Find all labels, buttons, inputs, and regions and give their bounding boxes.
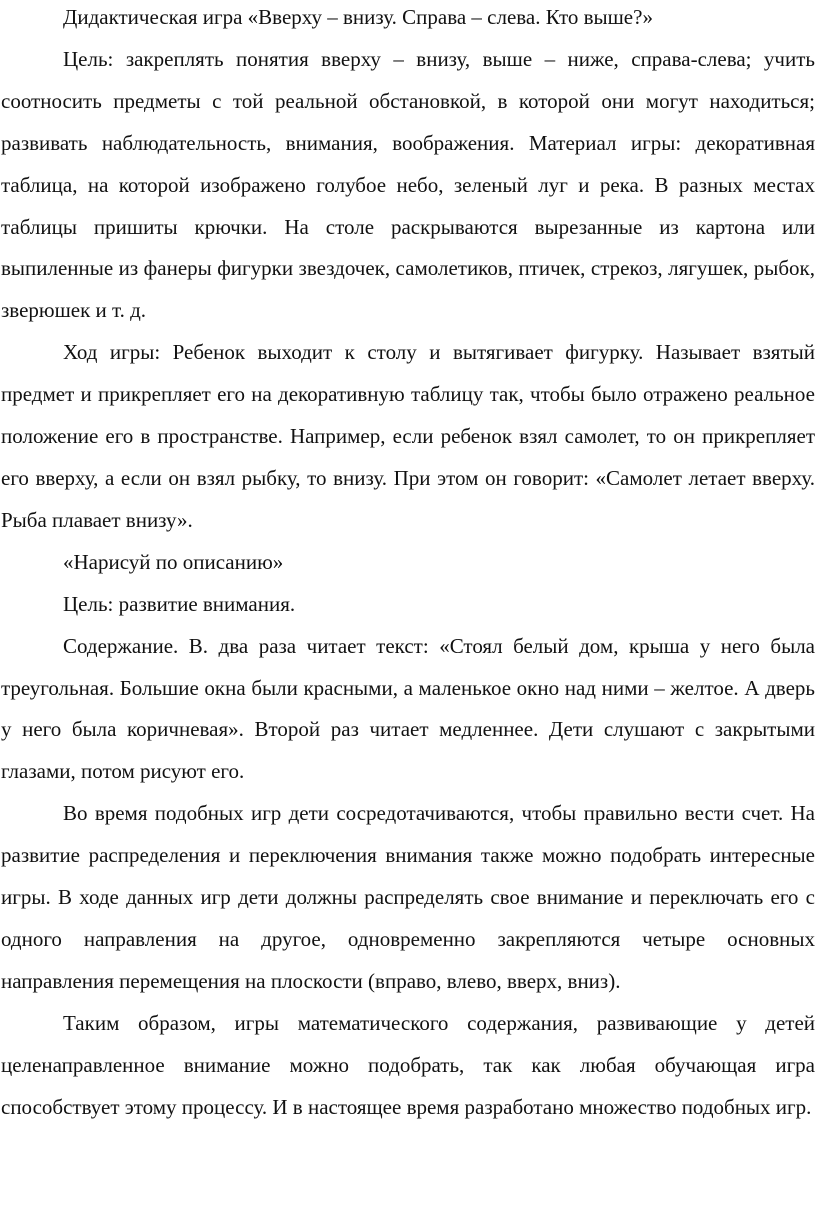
second-game-content-paragraph: Содержание. В. два раза читает текст: «Стоял белый дом, крыша у него была треугольная. Большие окна были красными, а маленькое окно над ними – желтое. А дверь у него была коричневая». Второй раз читает медленнее. Дети слушают с закрытыми глазами, потом рисуют его. [1, 633, 815, 784]
game-title-paragraph: Дидактическая игра «Вверху – внизу. Справа – слева. Кто выше?» [63, 5, 653, 29]
game-procedure-paragraph: Ход игры: Ребенок выходит к столу и вытягивает фигурку. Называет взятый предмет и прикрепляет его на декоративную таблицу так, чтобы было отражено реальное положение его в пространстве. Например, если ребенок взял самолет, то он прикрепляет его вверху, а если он взял рыбку, то внизу. При этом он говорит: «Самолет летает вверху. Рыба плавает внизу». [1, 340, 815, 532]
second-game-title-paragraph: «Нарисуй по описанию» [63, 549, 284, 574]
second-game-goal-paragraph: Цель: развитие внимания. [63, 591, 296, 616]
attention-discussion-paragraph: Во время подобных игр дети сосредотачиваются, чтобы правильно вести счет. На развитие распределения и переключения внимания также можно подобрать интересные игры. В ходе данных игр дети должны распределять свое внимание и переключать его с одного направления на другое, одновременно закрепляются четыре основных направления перемещения на плоскости (вправо, влево, вверх, вниз). [1, 801, 815, 993]
conclusion-paragraph: Таким образом, игры математического содержания, развивающие у детей целенаправленное внимание можно подобрать, так как любая обучающая игра способствует этому процессу. И в настоящее время разработано множество подобных игр. [1, 1010, 815, 1119]
game-goal-paragraph: Цель: закреплять понятия вверху – внизу, выше – ниже, справа-слева; учить соотносить предметы с той реальной обстановкой, в которой они могут находиться; развивать наблюдательность, внимания, воображения. Материал игры: декоративная таблица, на которой изображено голубое небо, зеленый луг и река. В разных местах таблицы пришиты крючки. На столе раскрываются вырезанные из картона или выпиленные из фанеры фигурки звездочек, самолетиков, птичек, стрекоз, лягушек, рыбок, зверюшек и т. д. [1, 46, 815, 323]
